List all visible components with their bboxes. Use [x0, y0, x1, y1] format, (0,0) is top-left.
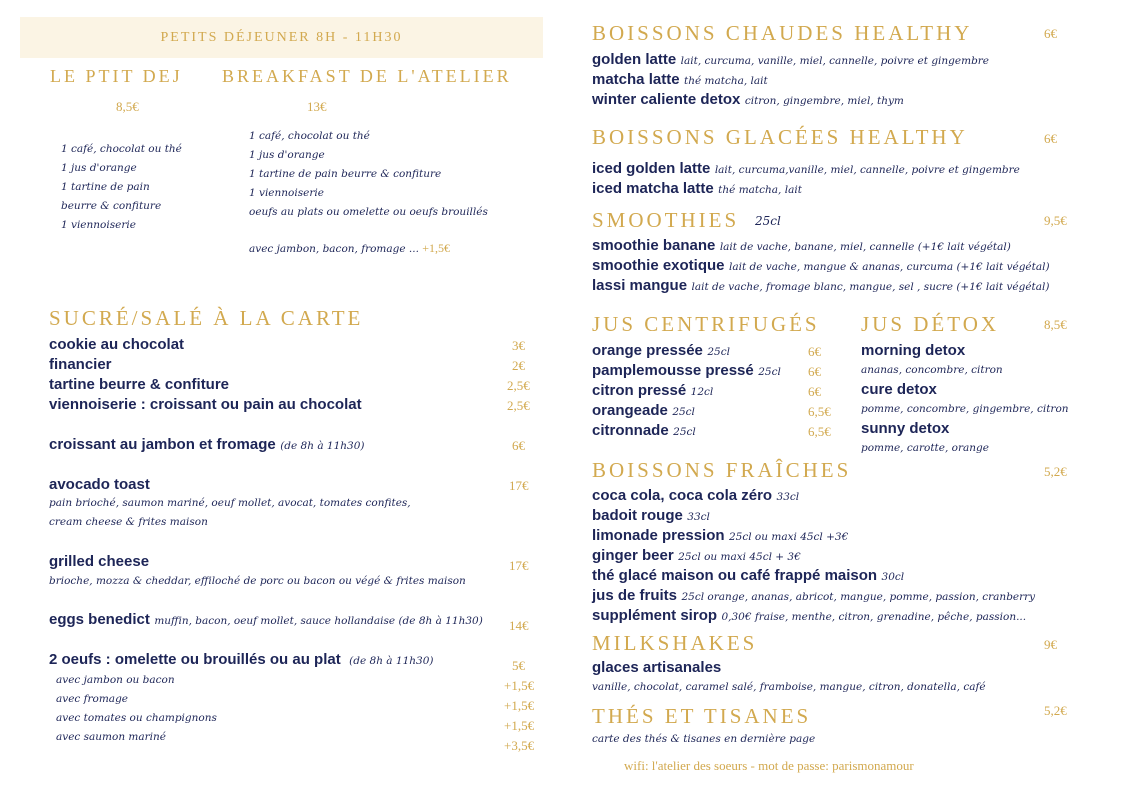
- milkshakes-price: 9€: [1044, 637, 1057, 652]
- ptit-dej-line: 1 café, chocolat ou thé: [61, 143, 182, 155]
- carte-item: [49, 553, 149, 571]
- item-name: jus de fruits: [592, 587, 678, 604]
- detox-desc: pomme, carotte, orange: [861, 442, 989, 454]
- thes-price: 5,2€: [1044, 703, 1067, 718]
- thes-desc: carte des thés & tisanes en dernière page: [592, 733, 816, 745]
- item-name: thé glacé maison ou café frappé maison: [592, 567, 878, 584]
- detox-name: sunny detox: [861, 420, 950, 437]
- item-price: 17€: [509, 478, 529, 493]
- item-desc: lait de vache, fromage blanc, mangue, sel , sucre (+1€ lait végétal): [691, 281, 1050, 293]
- item-name: smoothie exotique: [592, 257, 725, 274]
- item-name: citronnade: [592, 422, 669, 439]
- item-desc: 30cl: [881, 571, 905, 583]
- juice-item: [592, 402, 695, 420]
- drink-item: [592, 91, 904, 109]
- carte-title: SUCRÉ/SALÉ À LA CARTE: [49, 306, 364, 330]
- breakfast-line: 1 café, chocolat ou thé: [249, 130, 370, 142]
- item-name: tartine beurre & confiture: [49, 376, 230, 393]
- juice-item: [592, 362, 781, 380]
- detox-desc: ananas, concombre, citron: [861, 364, 1003, 376]
- item-name: winter caliente detox: [592, 91, 741, 108]
- drink-item: [592, 527, 848, 545]
- item-name: ginger beer: [592, 547, 674, 564]
- smoothies-price: 9,5€: [1044, 213, 1067, 228]
- breakfast-banner: [20, 17, 543, 58]
- item-name: coca cola, coca cola zéro: [592, 487, 773, 504]
- glacees-price: 6€: [1044, 131, 1057, 146]
- item-price: 6€: [512, 438, 525, 453]
- glacees-title: BOISSONS GLACÉES HEALTHY: [592, 125, 968, 149]
- breakfast-extra-label: avec jambon, bacon, fromage ...: [249, 243, 419, 255]
- item-price: 2€: [512, 358, 525, 373]
- carte-item: [49, 356, 112, 374]
- item-name: grilled cheese: [49, 553, 150, 570]
- milkshakes-desc: vanille, chocolat, caramel salé, framboise, mangue, citron, donatella, café: [592, 681, 986, 693]
- breakfast-line: 1 viennoiserie: [249, 187, 324, 199]
- drink-item: [592, 51, 989, 69]
- carte-item: [49, 611, 483, 629]
- carte-item: [49, 436, 365, 454]
- option-price: +3,5€: [504, 738, 535, 753]
- item-desc: 33cl: [776, 491, 800, 503]
- drink-item: [592, 237, 1011, 255]
- item-note: muffin, bacon, oeuf mollet, sauce hollandaise (de 8h à 11h30): [154, 615, 483, 627]
- smoothies-size: 25cl: [755, 214, 781, 228]
- item-name: supplément sirop: [592, 607, 718, 624]
- juice-item: [592, 382, 713, 400]
- item-desc: 25cl ou maxi 45cl +3€: [729, 531, 849, 543]
- detox-price: 8,5€: [1044, 317, 1067, 332]
- smoothies-title: SMOOTHIES: [592, 208, 740, 232]
- drink-item: [592, 487, 799, 505]
- item-size: 25cl: [673, 426, 696, 438]
- breakfast-extra: [249, 241, 450, 256]
- item-size: 25cl: [672, 406, 695, 418]
- breakfast-contents: [249, 127, 488, 222]
- ptit-dej-price: 8,5€: [116, 99, 139, 114]
- breakfast-extra-price: +1,5€: [422, 241, 451, 255]
- item-name: orange pressée: [592, 342, 703, 359]
- item-desc: pain brioché, saumon mariné, oeuf mollet, avocat, tomates confites,: [49, 497, 411, 509]
- item-price: 2,5€: [507, 398, 530, 413]
- item-name: iced matcha latte: [592, 180, 714, 197]
- item-name: cookie au chocolat: [49, 336, 185, 353]
- option-label: avec fromage: [56, 693, 129, 705]
- item-price: 6€: [808, 344, 821, 359]
- carte-item: [49, 336, 184, 354]
- item-desc: 0,30€ fraise, menthe, citron, grenadine, pêche, passion...: [721, 611, 1027, 623]
- drink-item: [592, 160, 1020, 178]
- item-size: 25cl: [758, 366, 781, 378]
- milkshakes-item: glaces artisanales: [592, 659, 722, 676]
- milkshakes-title: MILKSHAKES: [592, 631, 758, 655]
- jus-title: JUS CENTRIFUGÉS: [592, 312, 820, 336]
- juice-item: [592, 342, 730, 360]
- item-name: avocado toast: [49, 476, 150, 493]
- item-name: orangeade: [592, 402, 668, 419]
- item-price: 6€: [808, 364, 821, 379]
- carte-item: [49, 476, 150, 494]
- option-price: +1,5€: [504, 718, 535, 733]
- item-note: (de 8h à 11h30): [349, 655, 434, 667]
- item-name: eggs benedict: [49, 611, 150, 628]
- item-desc: 25cl ou maxi 45cl + 3€: [678, 551, 801, 563]
- item-desc: lait de vache, banane, miel, cannelle (+1€ lait végétal): [719, 241, 1011, 253]
- item-price: 2,5€: [507, 378, 530, 393]
- chaudes-title: BOISSONS CHAUDES HEALTHY: [592, 21, 973, 45]
- item-desc: lait de vache, mangue & ananas, curcuma (+1€ lait végétal): [728, 261, 1050, 273]
- carte-item: [49, 651, 433, 669]
- item-desc: thé matcha, lait: [684, 75, 768, 87]
- item-price: 6,5€: [808, 404, 831, 419]
- drink-item: [592, 587, 1035, 605]
- ptit-dej-line: 1 tartine de pain: [61, 181, 150, 193]
- item-name: badoit rouge: [592, 507, 683, 524]
- option-label: avec jambon ou bacon: [56, 674, 175, 686]
- detox-name: morning detox: [861, 342, 966, 359]
- ptit-dej-line: 1 jus d'orange: [61, 162, 137, 174]
- option-price: +1,5€: [504, 678, 535, 693]
- drink-item: [592, 71, 768, 89]
- ptit-dej-line: beurre & confiture: [61, 200, 162, 212]
- drink-item: [592, 277, 1049, 295]
- fraiches-price: 5,2€: [1044, 464, 1067, 479]
- drink-item: [592, 507, 710, 525]
- thes-title: THÉS ET TISANES: [592, 704, 812, 728]
- detox-desc: pomme, concombre, gingembre, citron: [861, 403, 1069, 415]
- item-name: matcha latte: [592, 71, 680, 88]
- item-name: golden latte: [592, 51, 677, 68]
- item-price: 6€: [808, 384, 821, 399]
- item-name: iced golden latte: [592, 160, 711, 177]
- item-name: smoothie banane: [592, 237, 716, 254]
- item-name: 2 oeufs : omelette ou brouillés ou au plat: [49, 651, 341, 668]
- item-note: (de 8h à 11h30): [280, 440, 365, 452]
- option-label: avec tomates ou champignons: [56, 712, 217, 724]
- drink-item: [592, 567, 904, 585]
- carte-item: [49, 396, 362, 414]
- item-price: 14€: [509, 618, 529, 633]
- item-name: limonade pression: [592, 527, 725, 544]
- drink-item: [592, 547, 801, 565]
- item-name: croissant au jambon et fromage: [49, 436, 276, 453]
- option-label: avec saumon mariné: [56, 731, 166, 743]
- detox-name: cure detox: [861, 381, 937, 398]
- fraiches-title: BOISSONS FRAÎCHES: [592, 458, 852, 482]
- item-desc: lait, curcuma,vanille, miel, cannelle, poivre et gingembre: [714, 164, 1020, 176]
- breakfast-title: BREAKFAST DE L'ATELIER: [222, 66, 512, 86]
- banner-text: PETITS DÉJEUNER 8H - 11H30: [160, 30, 403, 45]
- item-price: 6,5€: [808, 424, 831, 439]
- wifi-info: wifi: l'atelier des soeurs - mot de passe: parismonamour: [624, 758, 914, 773]
- item-desc: citron, gingembre, miel, thym: [744, 95, 904, 107]
- breakfast-line: 1 jus d'orange: [249, 149, 325, 161]
- item-size: 25cl: [707, 346, 730, 358]
- detox-title: JUS DÉTOX: [861, 312, 1000, 336]
- juice-item: [592, 422, 696, 440]
- item-desc: 33cl: [687, 511, 710, 523]
- breakfast-price: 13€: [307, 99, 327, 114]
- breakfast-line: oeufs au plats ou omelette ou oeufs brouillés: [249, 206, 488, 218]
- item-desc: 25cl orange, ananas, abricot, mangue, pomme, passion, cranberry: [681, 591, 1036, 603]
- item-price: 3€: [512, 338, 525, 353]
- option-price: +1,5€: [504, 698, 535, 713]
- drink-item: [592, 257, 1050, 275]
- item-name: viennoiserie : croissant ou pain au chocolat: [49, 396, 362, 413]
- item-desc: brioche, mozza & cheddar, effiloché de porc ou bacon ou végé & frites maison: [49, 575, 466, 587]
- item-name: lassi mangue: [592, 277, 688, 294]
- ptit-dej-contents: [61, 140, 182, 235]
- item-size: 12cl: [690, 386, 714, 398]
- item-desc: thé matcha, lait: [718, 184, 802, 196]
- chaudes-price: 6€: [1044, 26, 1057, 41]
- breakfast-line: 1 tartine de pain beurre & confiture: [249, 168, 442, 180]
- item-price: 5€: [512, 658, 525, 673]
- drink-item: [592, 180, 802, 198]
- ptit-dej-line: 1 viennoiserie: [61, 219, 136, 231]
- item-price: 17€: [509, 558, 529, 573]
- item-desc: cream cheese & frites maison: [49, 516, 208, 528]
- carte-item: [49, 376, 229, 394]
- item-name: pamplemousse pressé: [592, 362, 754, 379]
- ptit-dej-title: LE PTIT DEJ: [50, 66, 183, 86]
- drink-item: [592, 607, 1026, 625]
- item-name: citron pressé: [592, 382, 687, 399]
- item-desc: lait, curcuma, vanille, miel, cannelle, poivre et gingembre: [680, 55, 990, 67]
- item-name: financier: [49, 356, 112, 373]
